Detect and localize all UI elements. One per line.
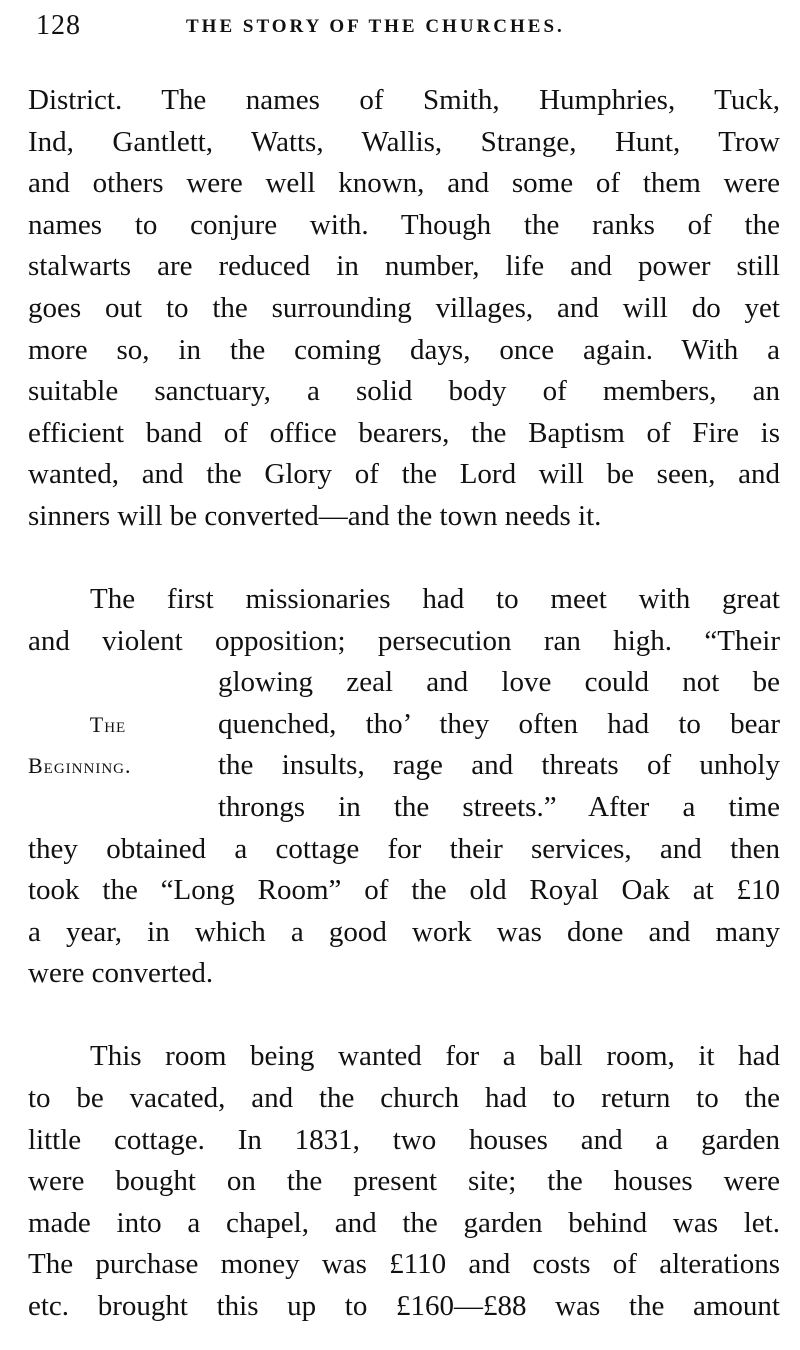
text-line: The first missionaries had to meet with great: [90, 583, 780, 616]
page-number: 128: [36, 10, 81, 41]
text-line: were bought on the present site; the houses were: [28, 1165, 780, 1198]
text-line: were converted.: [28, 957, 214, 990]
paragraph-3: [28, 1036, 780, 1327]
running-title: THE STORY OF THE CHURCHES.: [186, 16, 565, 37]
text-line: throngs in the streets.” After a time: [218, 791, 780, 823]
text-line: little cottage. In 1831, two houses and a garden: [28, 1123, 780, 1156]
side-row: [28, 662, 780, 704]
text-line: quenched, tho’ they often had to bear: [218, 707, 780, 740]
text-line: goes out to the surrounding villages, and will do yet: [28, 291, 780, 324]
text-line: took the “Long Room” of the old Royal Oak at £10: [28, 874, 780, 907]
text-line: a year, in which a good work was done and many: [28, 915, 780, 948]
paragraph-gap: [28, 538, 780, 580]
side-row: [28, 745, 780, 787]
text-line: etc. brought this up to £160—£88 was the amount: [28, 1290, 780, 1323]
text-line: The purchase money was £110 and costs of alterations: [28, 1248, 780, 1281]
page-body: [28, 80, 780, 1328]
text-line: efficient band of office bearers, the Baptism of Fire is: [28, 416, 780, 449]
side-row: [28, 704, 780, 746]
paragraph-2: [28, 579, 780, 995]
text-line: Ind, Gantlett, Watts, Wallis, Strange, Hunt, Trow: [28, 125, 780, 158]
text-line: suitable sanctuary, a solid body of members, an: [28, 375, 780, 408]
side-heading-spacer: [28, 787, 218, 829]
text-line: names to conjure with. Though the ranks of the: [28, 208, 780, 241]
paragraph-1: [28, 80, 780, 538]
side-heading-spacer: [28, 662, 218, 704]
text-line: District. The names of Smith, Humphries, Tuck,: [28, 84, 780, 116]
text-line: stalwarts are reduced in number, life and power still: [28, 250, 780, 283]
side-heading-line: Beginning.: [28, 753, 132, 779]
text-line: and others were well known, and some of them were: [28, 167, 780, 200]
page-header: [36, 6, 780, 46]
text-line: made into a chapel, and the garden behind was let.: [28, 1206, 780, 1239]
text-line: the insults, rage and threats of unholy: [218, 749, 780, 782]
side-row: [28, 787, 780, 829]
text-line: wanted, and the Glory of the Lord will be seen, and: [28, 458, 780, 491]
text-line: sinners will be converted—and the town needs it.: [28, 499, 602, 532]
text-line: and violent opposition; persecution ran high. “Their: [28, 624, 780, 657]
paragraph-gap: [28, 995, 780, 1037]
text-line: they obtained a cottage for their services, and then: [28, 832, 780, 865]
text-line: glowing zeal and love could not be: [218, 666, 780, 699]
text-line: to be vacated, and the church had to return to the: [28, 1082, 780, 1115]
side-heading-line: The: [89, 711, 127, 737]
text-line: This room being wanted for a ball room, it had: [90, 1040, 780, 1073]
text-line: more so, in the coming days, once again. With a: [28, 333, 780, 366]
